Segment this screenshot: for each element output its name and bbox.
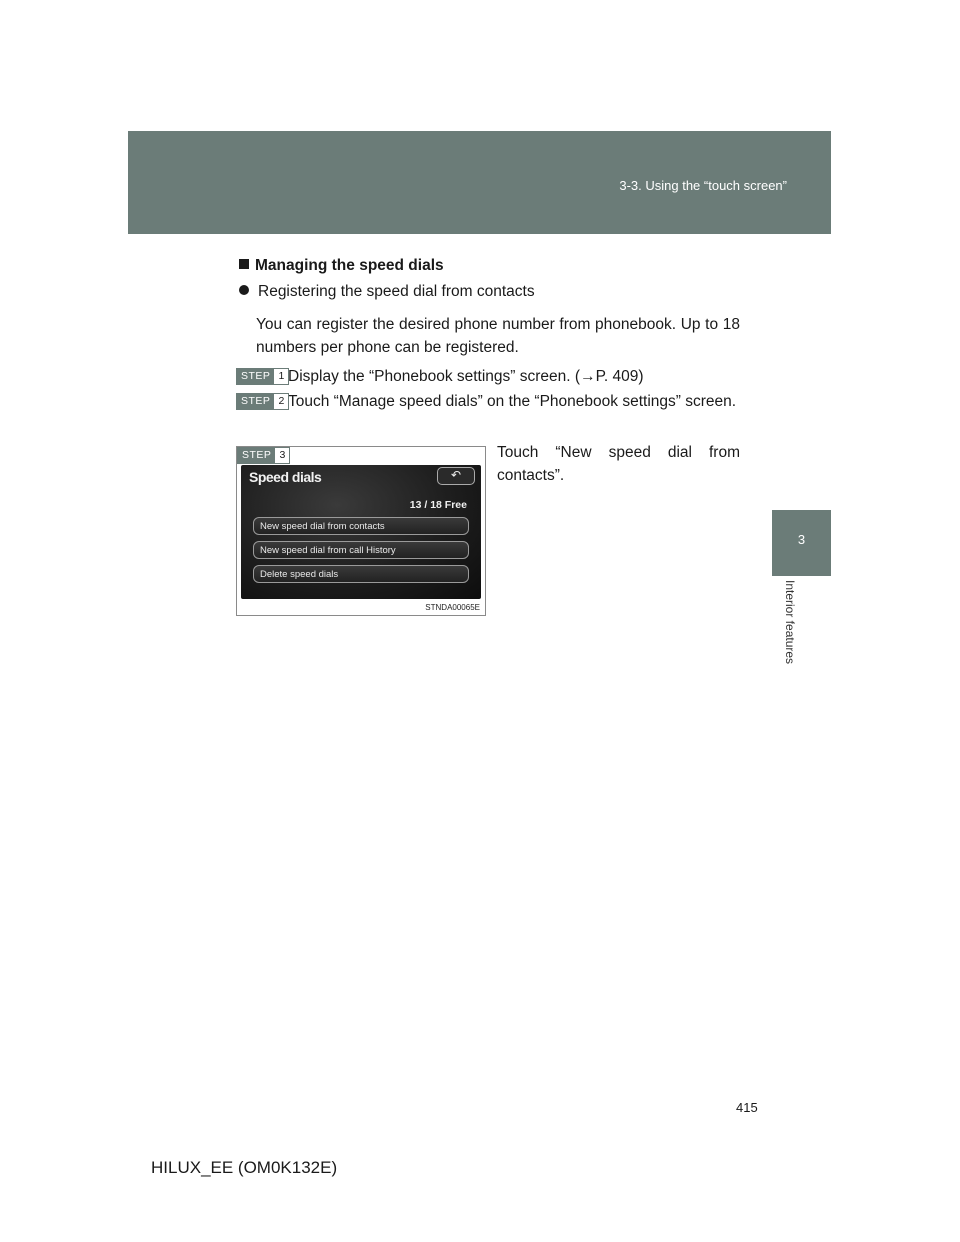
model-code: HILUX_EE (OM0K132E): [151, 1158, 338, 1177]
step-badge: [237, 447, 290, 464]
screen-title: Speed dials: [249, 469, 322, 485]
step-1: [236, 365, 740, 388]
intro-paragraph: You can register the desired phone number from phonebook. Up to 18 numbers per phone can be registered.: [256, 316, 740, 356]
step-badge: [236, 368, 289, 385]
delete-speed-dials-button[interactable]: Delete speed dials: [253, 565, 469, 583]
new-speed-dial-from-contacts-button[interactable]: New speed dial from contacts: [253, 517, 469, 535]
page-number: 415: [736, 1100, 758, 1115]
section-heading: [239, 257, 444, 275]
header-band: [128, 131, 831, 234]
step-badge-label: STEP: [238, 448, 275, 463]
step-3-text: Touch “New speed dial from contacts”.: [497, 444, 740, 484]
chapter-number: 3: [797, 532, 806, 547]
back-arrow-icon: ↶: [450, 468, 462, 482]
section-title: 3-3. Using the “touch screen”: [619, 178, 787, 193]
square-bullet-icon: [239, 259, 249, 269]
speed-dial-counter: 13 / 18 Free: [409, 499, 467, 511]
chapter-label: Interior features: [783, 580, 797, 665]
touch-screen-display: [241, 465, 481, 599]
round-bullet-icon: [239, 285, 249, 295]
step-badge-number: 1: [274, 369, 288, 384]
step-badge: [236, 393, 289, 410]
image-code: STNDA00065E: [425, 603, 480, 612]
step-text: Display the “Phonebook settings” screen. (→P. 409): [288, 368, 644, 385]
chapter-label-box: [772, 580, 802, 690]
chapter-tab: [772, 510, 831, 576]
step-badge-number: 2: [274, 394, 288, 409]
back-button[interactable]: [437, 467, 475, 485]
step-badge-label: STEP: [237, 369, 274, 384]
step-text: Touch “Manage speed dials” on the “Phonebook settings” screen.: [288, 393, 737, 410]
new-speed-dial-from-call-history-button[interactable]: New speed dial from call History: [253, 541, 469, 559]
bullet-text: Registering the speed dial from contacts: [258, 283, 535, 300]
step-2: [236, 390, 740, 413]
heading-text: Managing the speed dials: [255, 257, 444, 274]
step-badge-number: 3: [275, 448, 289, 463]
screen-illustration: [236, 446, 486, 616]
step-badge-label: STEP: [237, 394, 274, 409]
bullet-item: [239, 283, 535, 301]
